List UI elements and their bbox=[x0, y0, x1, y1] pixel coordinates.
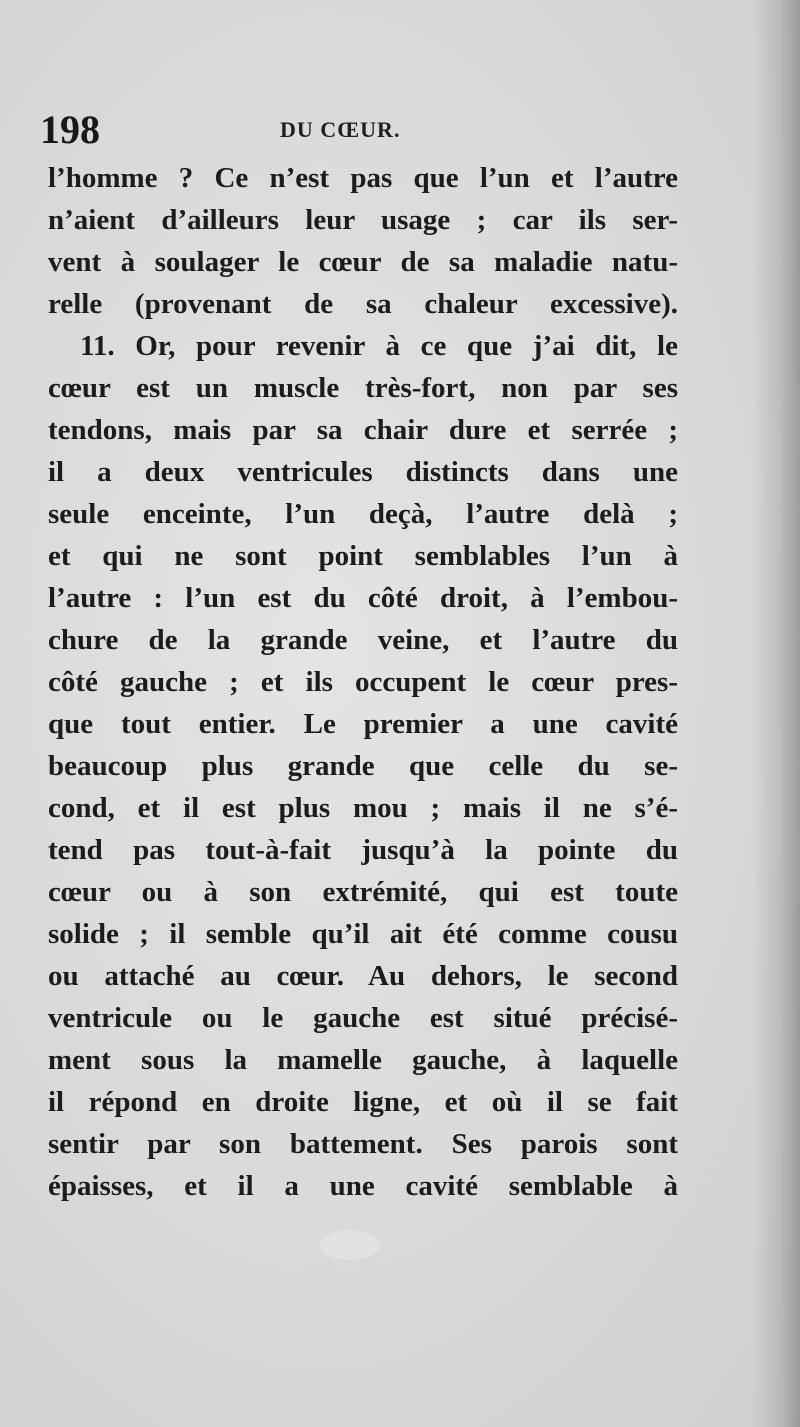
text-line: cœur ou à son extrémité, qui est toute bbox=[48, 876, 678, 908]
text-line: côté gauche ; et ils occupent le cœur pres- bbox=[48, 666, 678, 698]
text-line: que tout entier. Le premier a une cavité bbox=[48, 708, 678, 740]
text-line: épaisses, et il a une cavité semblable à bbox=[48, 1170, 678, 1202]
text-line: n’aient d’ailleurs leur usage ; car ils ser- bbox=[48, 204, 678, 236]
page-number: 198 bbox=[40, 107, 100, 152]
text-line: ment sous la mamelle gauche, à laquelle bbox=[48, 1044, 678, 1076]
running-head: DU CŒUR. bbox=[280, 117, 401, 142]
text-line: l’autre : l’un est du côté droit, à l’embou- bbox=[48, 582, 678, 614]
text-line: et qui ne sont point semblables l’un à bbox=[48, 540, 678, 572]
text-line: tendons, mais par sa chair dure et serrée ; bbox=[48, 414, 678, 446]
text-line: tend pas tout-à-fait jusqu’à la pointe du bbox=[48, 834, 678, 866]
text-line: il répond en droite ligne, et où il se fait bbox=[48, 1086, 678, 1118]
body-text bbox=[48, 157, 678, 1207]
text-line: 11. Or, pour revenir à ce que j’ai dit, le bbox=[80, 330, 678, 362]
text-line: ventricule ou le gauche est situé précisé- bbox=[48, 1002, 678, 1034]
text-line: ou attaché au cœur. Au dehors, le second bbox=[48, 960, 678, 992]
text-line: sentir par son battement. Ses parois sont bbox=[48, 1128, 678, 1160]
text-line: il a deux ventricules distincts dans une bbox=[48, 456, 678, 488]
text-line: l’homme ? Ce n’est pas que l’un et l’autre bbox=[48, 162, 678, 194]
text-line: beaucoup plus grande que celle du se- bbox=[48, 750, 678, 782]
page-gutter-shadow bbox=[752, 0, 800, 1427]
paper-smudge bbox=[320, 1230, 380, 1260]
text-line: cond, et il est plus mou ; mais il ne s’é- bbox=[48, 792, 678, 824]
text-line: cœur est un muscle très-fort, non par ses bbox=[48, 372, 678, 404]
text-line: vent à soulager le cœur de sa maladie natu- bbox=[48, 246, 678, 278]
text-line: relle (provenant de sa chaleur excessive). bbox=[48, 288, 678, 320]
text-line: seule enceinte, l’un deçà, l’autre delà ; bbox=[48, 498, 678, 530]
text-line: chure de la grande veine, et l’autre du bbox=[48, 624, 678, 656]
page-header bbox=[40, 106, 680, 154]
text-line: solide ; il semble qu’il ait été comme cousu bbox=[48, 918, 678, 950]
